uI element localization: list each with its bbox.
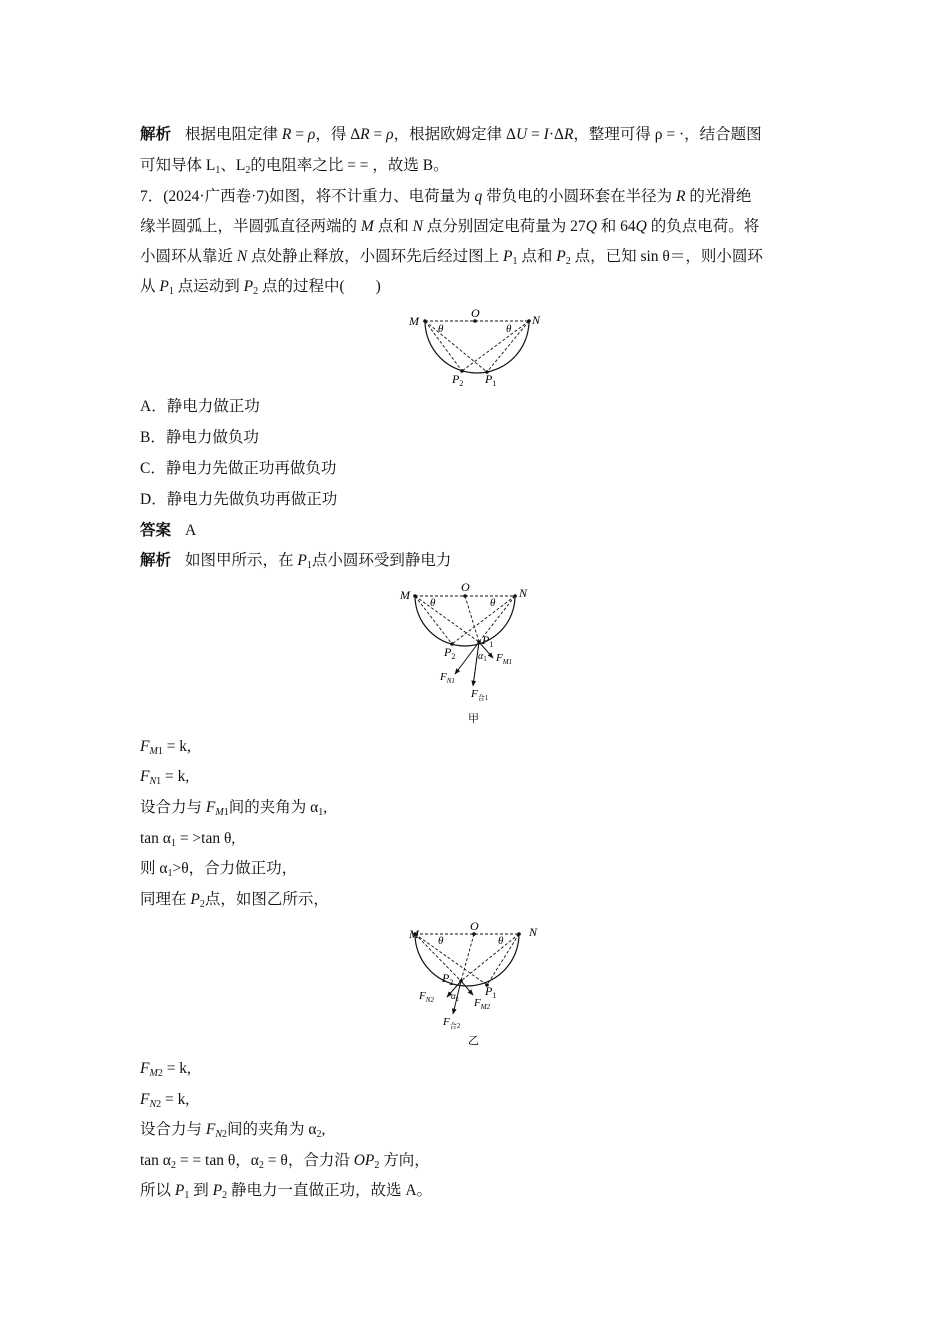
- question-figure: [405, 305, 555, 389]
- eq-fn1: $F_{N1} = k$,: [140, 768, 190, 787]
- label-p2: $P_2$: [452, 372, 464, 388]
- label-fhe1: $F_{合1}$: [471, 688, 489, 702]
- final-line: 所以 $P_1$ 到 $P_2$ 静电力一直做正功，故选 A。: [140, 1182, 433, 1201]
- label-theta-m: θ: [438, 323, 444, 335]
- label-fhe2: $F_{合2}$: [443, 1016, 461, 1030]
- option-c: C．静电力先做正功再做负功: [140, 460, 337, 477]
- option-b: B．静电力做负功: [140, 429, 259, 446]
- label-fm1: $F_{M1}$: [496, 652, 513, 666]
- label-fn2: $F_{N2}$: [419, 990, 434, 1004]
- figure-yi: [395, 918, 545, 1050]
- label-n: N: [529, 925, 538, 939]
- label-o: O: [471, 306, 480, 320]
- solution-intro: 解析 如图甲所示，在 $P_1$点小圆环受到静电力: [140, 552, 452, 571]
- option-a: A．静电力做正功: [140, 398, 260, 415]
- eq-fn2: $F_{N2} = k$,: [140, 1091, 190, 1110]
- label-theta-n: θ: [506, 323, 512, 335]
- answer-value: A: [185, 522, 197, 539]
- label-o: O: [461, 580, 470, 594]
- eq-fm1: $F_{M1} = k$,: [140, 738, 191, 757]
- set-alpha2: 设合力与 $F_{N2}$间的夹角为 $\alpha_2$,: [140, 1121, 326, 1140]
- label-theta-n: θ: [498, 935, 504, 947]
- label-fm2: $F_{M2}$: [474, 997, 491, 1011]
- prev-solution-line-2: 可知导体 $L_1$、$L_2$的电阻率之比 = = ，故选 B。: [140, 157, 449, 176]
- question-line-1: 7．(2024·广西卷·7)如图，将不计重力、电荷量为 q 带负电的小圆环套在半径为 R 的光滑绝: [140, 188, 752, 205]
- label-p1: $P_1$: [485, 984, 497, 1000]
- label-theta-m: θ: [430, 597, 436, 609]
- label-o: O: [470, 919, 479, 933]
- question-line-4: 从 $P_1$ 点运动到 $P_2$ 点的过程中( ): [140, 278, 381, 297]
- label-alpha2: $\alpha_2$: [451, 991, 459, 1003]
- eq-fm2: $F_{M2} = k$,: [140, 1060, 191, 1079]
- tan-alpha2: $\tan \alpha_2$ = = tan θ，$\alpha_2 = \theta$，合力沿 $OP_2$ 方向，: [140, 1152, 430, 1171]
- label-m: M: [409, 314, 419, 328]
- set-alpha1: 设合力与 $F_{M1}$间的夹角为 $\alpha_1$,: [140, 799, 328, 818]
- caption-yi: 乙: [468, 1035, 479, 1047]
- option-d: D．静电力先做负功再做正功: [140, 491, 338, 508]
- prev-solution-line-1: 解析 根据电阻定律 R = ρ，得 ΔR = ρ，根据欧姆定律 ΔU = I·ΔR，整理可得 ρ = ·，结合题图: [140, 126, 762, 143]
- label-theta-n: θ: [490, 597, 496, 609]
- solution-label: 解析: [140, 126, 172, 143]
- label-p2: $P_2$: [444, 645, 456, 661]
- tan-alpha1: $\tan \alpha_1 = >\tan$ θ,: [140, 830, 236, 849]
- label-fn1: $F_{N1}$: [440, 671, 455, 685]
- label-m: M: [400, 588, 410, 602]
- label-m: M: [409, 927, 419, 941]
- solution-label-2: 解析: [140, 552, 172, 569]
- label-p1: $P_1$: [485, 372, 497, 388]
- label-p1: $P_1$: [482, 633, 494, 649]
- same-p2: 同理在 $P_2$点，如图乙所示，: [140, 891, 329, 910]
- question-line-2: 缘半圆弧上，半圆弧直径两端的 M 点和 N 点分别固定电荷量为 27Q 和 64Q 的负点电荷。将: [140, 218, 760, 235]
- label-alpha1: $\alpha_1$: [478, 651, 487, 663]
- figure-jia: [395, 578, 545, 728]
- answer-label: 答案: [140, 522, 172, 539]
- caption-jia: 甲: [468, 713, 479, 725]
- label-theta-m: θ: [438, 935, 444, 947]
- label-p2: $P_2$: [442, 971, 454, 987]
- then-alpha1: 则 $\alpha_1>\theta$，合力做正功，: [140, 860, 298, 879]
- label-n: N: [532, 313, 541, 327]
- label-n: N: [519, 586, 528, 600]
- answer-line: [140, 521, 196, 541]
- question-line-3: 小圆环从靠近 N 点处静止释放，小圆环先后经过图上 $P_1$ 点和 $P_2$ 点，已知 sin θ＝，则小圆环: [140, 248, 763, 267]
